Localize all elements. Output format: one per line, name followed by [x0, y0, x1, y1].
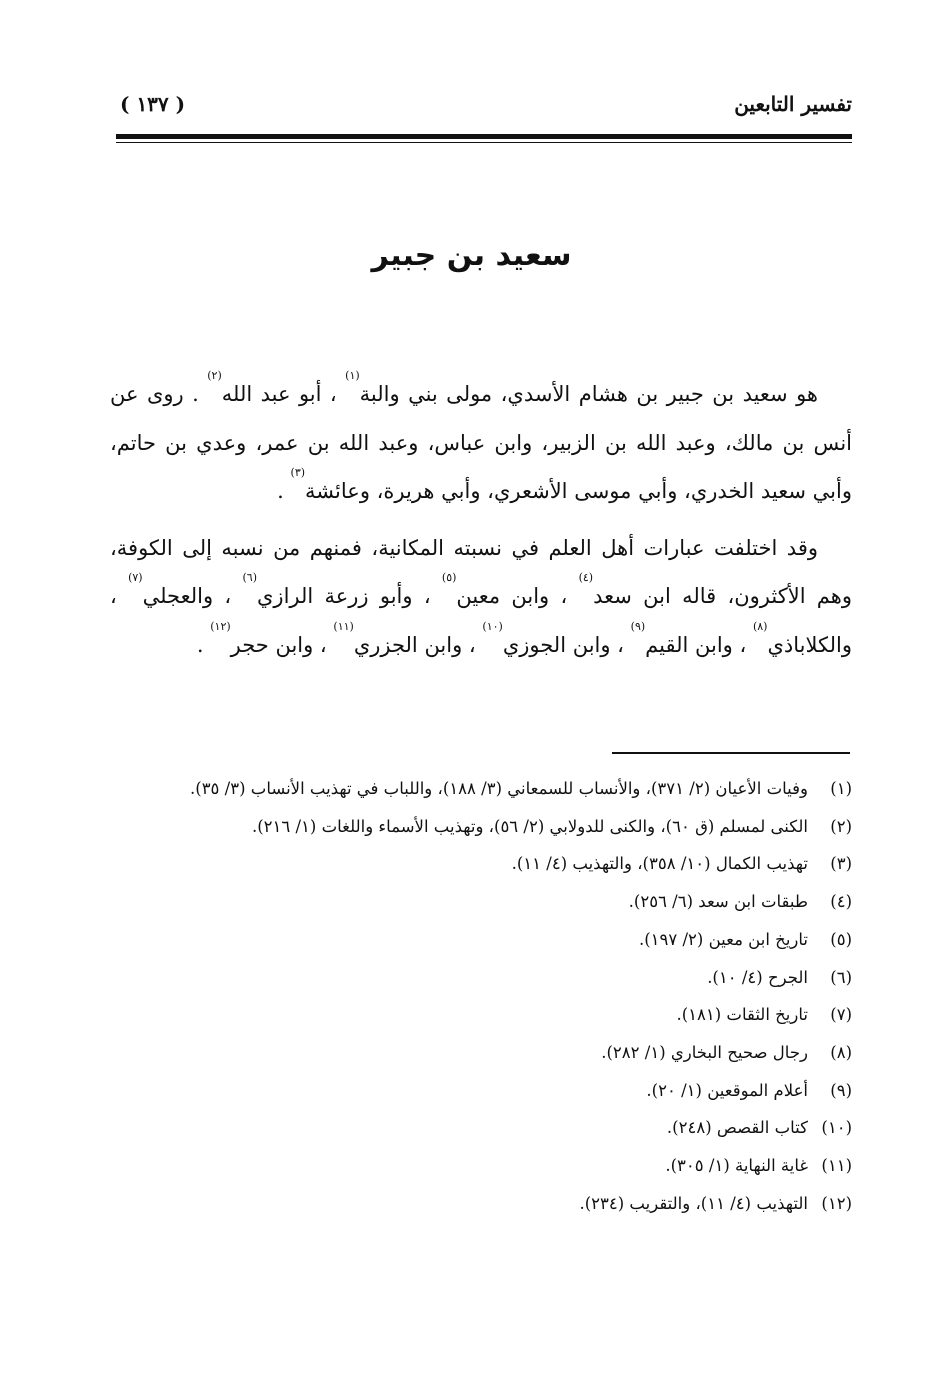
footnote-ref[interactable]: (١١)	[333, 619, 354, 633]
paragraph-text: ، والكلاباذي	[110, 584, 852, 657]
footnote-text: تاريخ الثقات (١٨١).	[676, 1005, 808, 1025]
footnote-separator	[612, 752, 850, 754]
footnote-ref[interactable]: (٢)	[207, 369, 222, 382]
footnotes-list	[110, 770, 852, 1222]
footnote	[110, 1072, 852, 1110]
footnote-ref[interactable]: (٩)	[630, 619, 646, 633]
paragraph-text: ، والعجلي	[142, 584, 243, 608]
footnote-number: (٨)	[830, 1042, 852, 1062]
footnote-text: طبقات ابن سعد (٦/ ٢٥٦).	[628, 892, 808, 912]
paragraph-text: .	[196, 632, 211, 657]
body-text	[110, 370, 852, 677]
footnote	[110, 770, 852, 808]
footnote-ref[interactable]: (٥)	[441, 571, 457, 584]
footnote-text: الكنى لمسلم (ق ٦٠)، والكنى للدولابي (٢/ ٥٦)، وتهذيب الأسماء واللغات (١/ ٢١٦).	[251, 816, 808, 836]
footnote	[110, 808, 852, 846]
footnote-text: تهذيب الكمال (١٠/ ٣٥٨)، والتهذيب (٤/ ١١).	[511, 854, 808, 874]
footnote-ref[interactable]: (١)	[345, 369, 360, 382]
body-paragraph	[110, 524, 852, 670]
footnote-ref[interactable]: (٨)	[752, 619, 768, 633]
footnote	[110, 1147, 852, 1185]
footnote-number: (١٠)	[821, 1118, 852, 1138]
footnote-ref[interactable]: (١٢)	[210, 619, 231, 633]
paragraph-text: ، أبو عبد الله	[221, 382, 346, 406]
paragraph-text: ، وابن القيم	[645, 632, 753, 657]
paragraph-text: ، وابن حجر	[230, 632, 334, 657]
footnote	[110, 996, 852, 1034]
footnote-text: وفيات الأعيان (٢/ ٣٧١)، والأنساب للسمعاني (٣/ ١٨٨)، واللباب في تهذيب الأنساب (٣/ ٣٥).	[190, 779, 808, 798]
paragraph-text: وقد اختلفت عبارات أهل العلم في نسبته المكانية، فمنهم من نسبه إلى الكوفة، وهم الأكثرون، قاله ابن سعد	[110, 535, 853, 608]
footnote-number: (٢)	[830, 816, 852, 836]
footnote-text: رجال صحيح البخاري (١/ ٢٨٢).	[601, 1042, 808, 1062]
footnote	[110, 921, 852, 959]
footnote-number: (٦)	[830, 967, 852, 987]
paragraph-text: ، وأبو زرعة الرازي	[256, 584, 442, 608]
chapter-title: سعيد بن جبير	[371, 238, 572, 273]
footnote-text: غاية النهاية (١/ ٣٠٥).	[665, 1156, 808, 1176]
footnote	[110, 1185, 852, 1223]
footnote-text: الجرح (٤/ ١٠).	[707, 967, 808, 987]
paragraph-text: ، وابن الجزري	[353, 632, 483, 657]
footnote-ref[interactable]: (٧)	[128, 571, 143, 584]
footnote-number: (١)	[830, 779, 852, 798]
footnote	[110, 1109, 852, 1147]
footnote-text: تاريخ ابن معين (٢/ ١٩٧).	[638, 929, 808, 949]
footnote-number: (١١)	[821, 1156, 852, 1176]
footnote-ref[interactable]: (١٠)	[482, 619, 503, 633]
footnote	[110, 883, 852, 921]
paragraph-text: ، وابن معين	[456, 584, 579, 608]
paragraph-text: . روى عن أنس بن مالك، وعبد الله بن الزبير، وابن عباس، وعبد الله بن عمر، وعدي بن حاتم، وأبي سعيد الخدري، وأبي موسى الأشعري، وأبي هريرة، وعائشة	[110, 382, 852, 503]
footnote-text: أعلام الموقعين (١/ ٢٠).	[646, 1080, 808, 1100]
footnote-ref[interactable]: (٣)	[290, 466, 306, 479]
footnote	[110, 959, 852, 997]
footnote	[110, 845, 852, 883]
footnote-number: (٩)	[830, 1080, 852, 1100]
page-number: ( ١٣٧ )	[120, 92, 186, 116]
footnote-ref[interactable]: (٦)	[242, 571, 257, 584]
body-paragraph	[110, 370, 852, 516]
footnote-number: (٤)	[830, 892, 852, 912]
header-rule-thick	[116, 134, 852, 139]
footnote-ref[interactable]: (٤)	[578, 571, 594, 584]
footnote-number: (٣)	[830, 854, 852, 874]
paragraph-text: هو سعيد بن جبير بن هشام الأسدي، مولى بني والبة	[359, 382, 819, 406]
footnote-text: التهذيب (٤/ ١١)، والتقريب (٢٣٤).	[579, 1193, 808, 1213]
paragraph-text: .	[277, 479, 291, 503]
footnote-text: كتاب القصص (٢٤٨).	[666, 1118, 808, 1138]
header-rule-thin	[116, 142, 852, 143]
footnote-number: (١٢)	[821, 1193, 852, 1213]
running-title: تفسير التابعين	[734, 92, 852, 116]
footnote-number: (٥)	[830, 929, 852, 949]
paragraph-text: ، وابن الجوزي	[502, 632, 631, 657]
page-header	[110, 92, 852, 132]
footnote-number: (٧)	[830, 1005, 852, 1025]
footnote	[110, 1034, 852, 1072]
